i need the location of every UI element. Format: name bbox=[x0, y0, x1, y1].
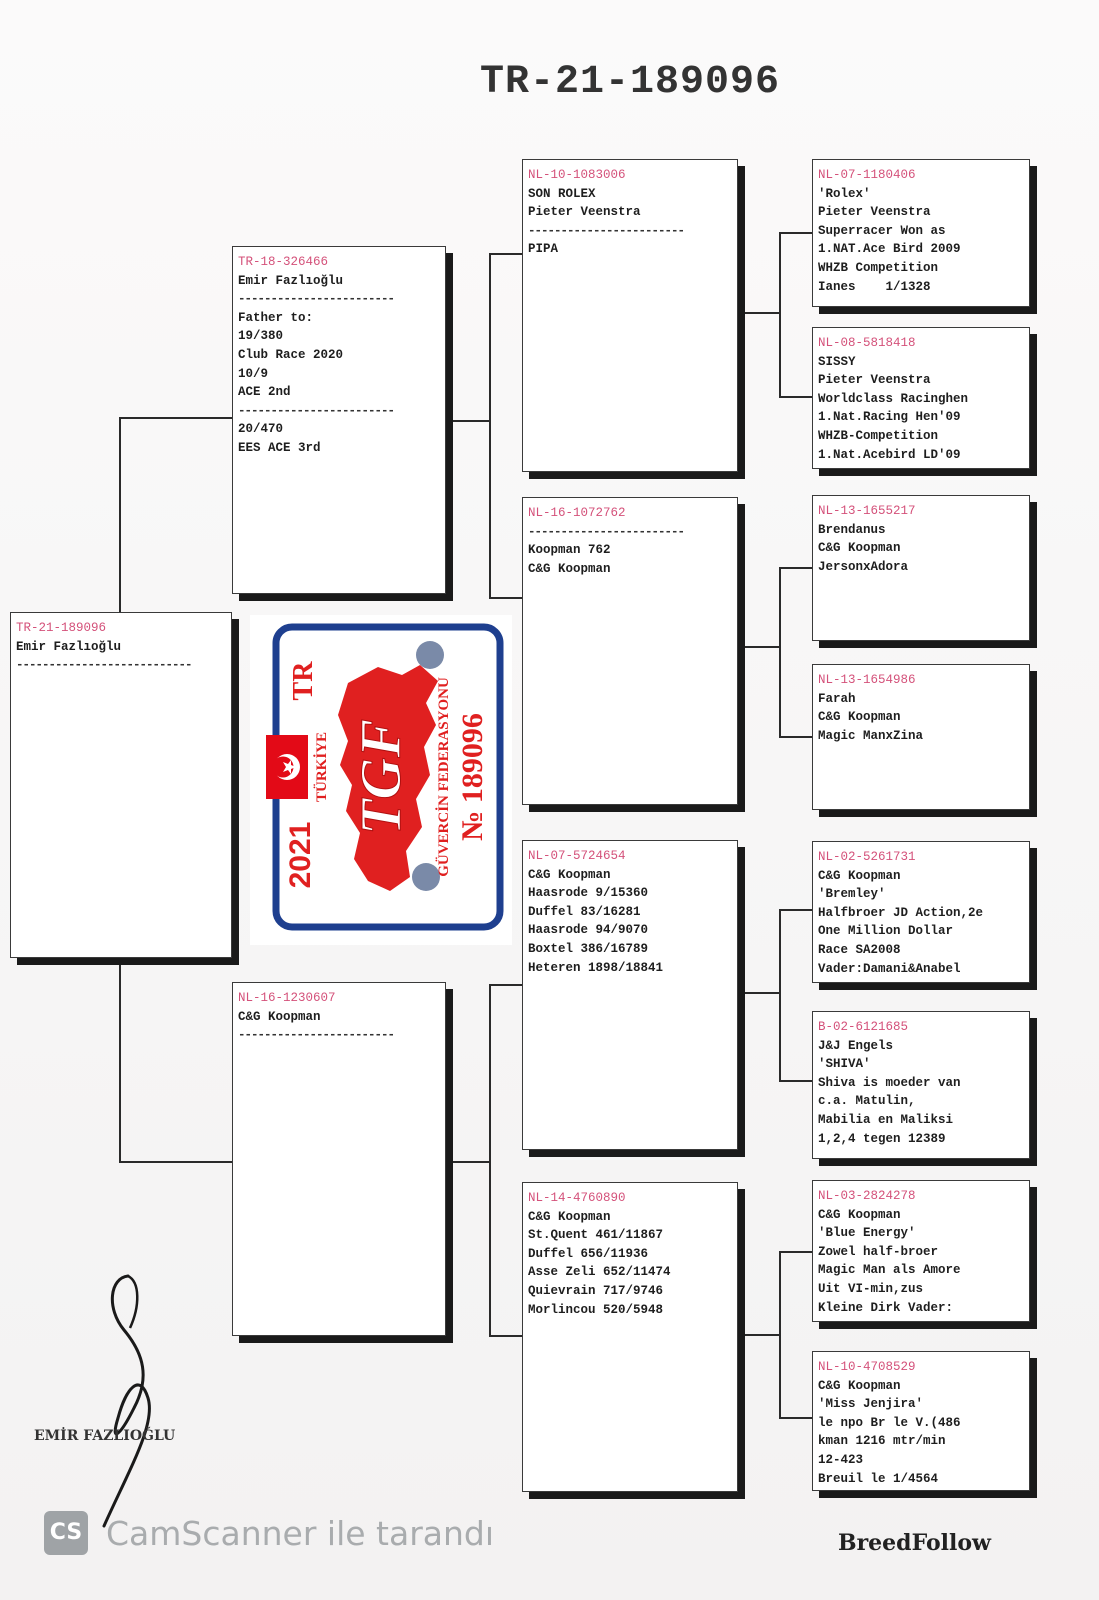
card-text-line: ACE 2nd bbox=[238, 385, 291, 400]
card-text-line: 1.NAT.Ace Bird 2009 bbox=[818, 242, 961, 257]
card-text-line: WHZB-Competition bbox=[818, 428, 939, 443]
stamp-number: № 189096 bbox=[456, 713, 489, 841]
card-text-line: Magic ManxZina bbox=[818, 728, 924, 743]
stamp-federation-name: GÜVERCİN FEDERASYONU bbox=[436, 677, 452, 877]
ring-number: NL-13-1654986 bbox=[818, 673, 916, 687]
card-text-line: Father to: bbox=[238, 310, 314, 325]
card-text-line: Kleine Dirk Vader: bbox=[818, 1300, 954, 1315]
pedigree-card-dss bbox=[812, 841, 1030, 983]
card-text-line: 'SHIVA' bbox=[818, 1057, 871, 1072]
signature-name: EMİR FAZLIOĞLU bbox=[34, 1428, 176, 1444]
ring-number: B-02-6121685 bbox=[818, 1020, 909, 1034]
ring-number: TR-18-326466 bbox=[238, 255, 329, 269]
card-text-line: 10/9 bbox=[238, 366, 269, 381]
ring-number: NL-13-1655217 bbox=[818, 504, 916, 518]
card-text-line: C&G Koopman bbox=[528, 561, 611, 576]
card-text-line: Boxtel 386/16789 bbox=[528, 941, 649, 956]
card-text-line: SISSY bbox=[818, 354, 856, 369]
card-text-line: Quievrain 717/9746 bbox=[528, 1283, 664, 1298]
pedigree-card-sire-sire bbox=[522, 159, 738, 472]
card-text-line: 'Rolex' bbox=[818, 186, 871, 201]
card-text-line: 20/470 bbox=[238, 422, 284, 437]
pedigree-card-dam-dam bbox=[522, 1182, 738, 1492]
card-text-line: 'Bremley' bbox=[818, 887, 886, 902]
separator-line: --------------------------- bbox=[16, 658, 192, 673]
pedigree-card-dam bbox=[232, 982, 446, 1336]
card-text-line: C&G Koopman bbox=[818, 868, 901, 883]
card-text-line: C&G Koopman bbox=[818, 1207, 901, 1222]
ring-number: NL-16-1072762 bbox=[528, 506, 626, 520]
separator-line: ------------------------ bbox=[238, 292, 395, 307]
card-text-line: Morlincou 520/5948 bbox=[528, 1302, 664, 1317]
camscanner-logo-icon: CS bbox=[44, 1511, 88, 1555]
pedigree-card-sire bbox=[232, 246, 446, 594]
page-title: TR-21-189096 bbox=[480, 60, 781, 105]
ring-number: NL-08-5818418 bbox=[818, 336, 916, 350]
card-text-line: 1.Nat.Racing Hen'09 bbox=[818, 410, 961, 425]
separator-line: ------------------------ bbox=[238, 1028, 395, 1043]
footer-brand: BreedFollow bbox=[838, 1530, 991, 1556]
card-text-line: SON ROLEX bbox=[528, 186, 596, 201]
card-text-line: Brendanus bbox=[818, 522, 886, 537]
pedigree-card-sire-dam bbox=[522, 497, 738, 805]
pedigree-card-sss bbox=[812, 159, 1030, 307]
separator-line: ------------------------ bbox=[238, 403, 395, 418]
card-text-line: Ianes 1/1328 bbox=[818, 279, 931, 294]
separator-line: ------------------------ bbox=[528, 223, 685, 238]
pigeon-emblem-icon bbox=[416, 641, 444, 669]
stamp-country-name: TÜRKİYE bbox=[314, 731, 330, 803]
card-text-line: Emir Fazlıoğlu bbox=[16, 639, 122, 654]
card-text-line: St.Quent 461/11867 bbox=[528, 1228, 664, 1243]
card-text-line: Zowel half-broer bbox=[818, 1244, 939, 1259]
card-text-line: JersonxAdora bbox=[818, 559, 909, 574]
card-text-line: Emir Fazlıoğlu bbox=[238, 273, 344, 288]
stamp-country-code: TR bbox=[288, 661, 319, 701]
card-text-line: Shiva is moeder van bbox=[818, 1075, 961, 1090]
card-text-line: Halfbroer JD Action,2e bbox=[818, 905, 984, 920]
card-text-line: Pieter Veenstra bbox=[818, 205, 931, 220]
card-text-line: 1.Nat.Acebird LD'09 bbox=[818, 447, 961, 462]
card-text-line: Duffel 656/11936 bbox=[528, 1246, 649, 1261]
card-text-line: Mabilia en Maliksi bbox=[818, 1112, 954, 1127]
pedigree-card-dsd bbox=[812, 1011, 1030, 1159]
ring-number: NL-07-5724654 bbox=[528, 849, 626, 863]
stamp-logo-letters: TGF bbox=[348, 719, 413, 835]
card-text-line: C&G Koopman bbox=[818, 541, 901, 556]
card-text-line: le npo Br le V.(486 bbox=[818, 1415, 961, 1430]
card-text-line: 'Blue Energy' bbox=[818, 1226, 916, 1241]
federation-stamp bbox=[250, 615, 512, 945]
card-text-line: Club Race 2020 bbox=[238, 347, 344, 362]
pedigree-card-ddd bbox=[812, 1351, 1030, 1491]
card-text-line: Breuil le 1/4564 bbox=[818, 1471, 939, 1486]
ring-number: TR-21-189096 bbox=[16, 621, 107, 635]
card-text-line: kman 1216 mtr/min bbox=[818, 1434, 946, 1449]
card-text-line: Pieter Veenstra bbox=[528, 205, 641, 220]
card-text-line: C&G Koopman bbox=[818, 710, 901, 725]
card-text-line: Superracer Won as bbox=[818, 223, 946, 238]
handwritten-signature bbox=[70, 1268, 180, 1538]
card-text-line: Heteren 1898/18841 bbox=[528, 960, 664, 975]
card-text-line: Haasrode 94/9070 bbox=[528, 923, 649, 938]
card-text-line: J&J Engels bbox=[818, 1038, 894, 1053]
card-text-line: WHZB Competition bbox=[818, 260, 939, 275]
card-text-line: 'Miss Jenjira' bbox=[818, 1397, 924, 1412]
card-text-line: Haasrode 9/15360 bbox=[528, 886, 649, 901]
card-text-line: One Million Dollar bbox=[818, 924, 954, 939]
card-text-line: Worldclass Racinghen bbox=[818, 391, 969, 406]
card-text-line: C&G Koopman bbox=[238, 1009, 321, 1024]
card-text-line: Pieter Veenstra bbox=[818, 373, 931, 388]
pedigree-card-dam-sire bbox=[522, 840, 738, 1150]
card-text-line: 19/380 bbox=[238, 329, 284, 344]
card-text-line: Vader:Damani&Anabel bbox=[818, 961, 961, 976]
ring-number: NL-16-1230607 bbox=[238, 991, 336, 1005]
card-text-line: 1,2,4 tegen 12389 bbox=[818, 1131, 946, 1146]
turkish-flag-icon bbox=[266, 735, 308, 799]
pedigree-card-subject bbox=[10, 612, 232, 958]
card-text-line: Duffel 83/16281 bbox=[528, 904, 641, 919]
ring-number: NL-10-4708529 bbox=[818, 1360, 916, 1374]
stamp-year: 2021 bbox=[284, 821, 317, 889]
card-text-line: Farah bbox=[818, 691, 856, 706]
card-text-line: C&G Koopman bbox=[528, 1209, 611, 1224]
card-text-line: c.a. Matulin, bbox=[818, 1094, 916, 1109]
card-text-line: Asse Zeli 652/11474 bbox=[528, 1265, 671, 1280]
ring-number: NL-03-2824278 bbox=[818, 1189, 916, 1203]
card-text-line: 12-423 bbox=[818, 1452, 864, 1467]
pedigree-card-dds bbox=[812, 1180, 1030, 1322]
separator-line: ------------------------ bbox=[528, 524, 685, 539]
ring-number: NL-14-4760890 bbox=[528, 1191, 626, 1205]
pedigree-card-sdd bbox=[812, 664, 1030, 810]
ring-number: NL-02-5261731 bbox=[818, 850, 916, 864]
card-text-line: Race SA2008 bbox=[818, 942, 901, 957]
ring-number: NL-10-1083006 bbox=[528, 168, 626, 182]
card-text-line: Magic Man als Amore bbox=[818, 1263, 961, 1278]
card-text-line: EES ACE 3rd bbox=[238, 440, 321, 455]
pedigree-card-sds bbox=[812, 495, 1030, 641]
card-text-line: C&G Koopman bbox=[528, 867, 611, 882]
card-text-line: Uit VI-min,zus bbox=[818, 1281, 924, 1296]
card-text-line: C&G Koopman bbox=[818, 1378, 901, 1393]
pedigree-card-ssd bbox=[812, 327, 1030, 469]
card-text-line: PIPA bbox=[528, 242, 559, 257]
camscanner-watermark: CamScanner ile tarandı bbox=[106, 1514, 495, 1553]
card-text-line: Koopman 762 bbox=[528, 543, 611, 558]
ring-number: NL-07-1180406 bbox=[818, 168, 916, 182]
